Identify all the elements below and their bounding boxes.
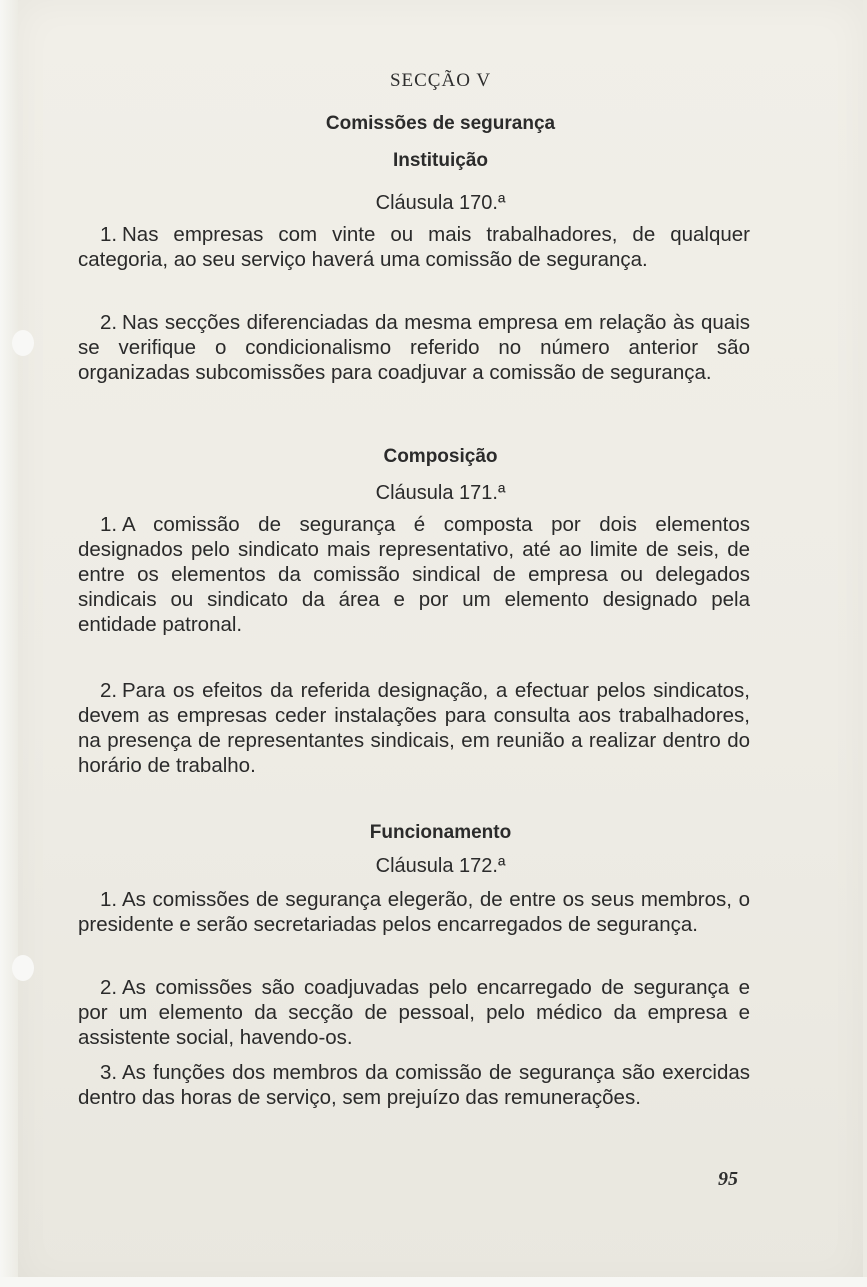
binding-hole: [12, 955, 34, 981]
clause-171: Cláusula 171.ª: [375, 482, 506, 504]
paragraph-number: 1.: [100, 223, 118, 246]
page-bottom-edge: [0, 1277, 867, 1287]
clause-172: Cláusula 172.ª: [375, 855, 506, 877]
paragraph-number: 2.: [100, 976, 118, 999]
paragraph-text: Para os efeitos da referida designação, a efectuar pelos sindicatos, devem as empresas ceder instalações para consulta aos trabalhadores, na presença de representantes sindicais, em reunião a realizar dentro do horário de trabalho.: [78, 679, 750, 777]
paragraph-text: A comissão de segurança é composta por dois elementos designados pelo sindicato mais representativo, até ao limite de seis, de entre os elementos da comissão sindical de empresa ou delegados sindicais ou sindicato da área e por um elemento designado pela entidade patronal.: [78, 513, 750, 636]
paragraph-text: As comissões são coadjuvadas pelo encarregado de segurança e por um elemento da secção de pessoal, pelo médico da empresa e assistente social, havendo-os.: [78, 976, 750, 1049]
paragraph-number: 3.: [100, 1061, 118, 1084]
paragraph-text: As comissões de segurança elegerão, de entre os seus membros, o presidente e serão secretariadas pelos encarregados de segurança.: [78, 888, 750, 936]
main-heading: Comissões de segurança: [325, 113, 556, 134]
binding-hole: [12, 330, 34, 356]
clause-170: Cláusula 170.ª: [375, 192, 506, 214]
page-left-edge: [0, 0, 18, 1287]
section-title: SECÇÃO V: [389, 70, 492, 91]
subsection-heading-funcionamento: Funcionamento: [369, 822, 512, 843]
paragraph-number: 2.: [100, 679, 118, 702]
paragraph-170-2: [78, 310, 750, 385]
paragraph-text: As funções dos membros da comissão de segurança são exercidas dentro das horas de serviço, sem prejuízo das remunerações.: [78, 1061, 750, 1109]
paragraph-number: 2.: [100, 311, 118, 334]
paragraph-172-2: [78, 975, 750, 1050]
paragraph-number: 1.: [100, 513, 118, 536]
subsection-heading-composicao: Composição: [383, 446, 498, 467]
paragraph-172-1: [78, 887, 750, 937]
paragraph-text: Nas secções diferenciadas da mesma empresa em relação às quais se verifique o condicionalismo referido no número anterior são organizadas subcomissões para coadjuvar a comissão de segurança.: [78, 311, 750, 384]
page-number: 95: [718, 1168, 738, 1190]
paragraph-171-1: [78, 512, 750, 637]
paragraph-172-3: [78, 1060, 750, 1110]
paragraph-number: 1.: [100, 888, 118, 911]
paragraph-text: Nas empresas com vinte ou mais trabalhadores, de qualquer categoria, ao seu serviço haverá uma comissão de segurança.: [78, 223, 750, 271]
document-page: [18, 0, 863, 1287]
paragraph-171-2: [78, 678, 750, 778]
subsection-heading-instituicao: Instituição: [392, 150, 488, 171]
paragraph-170-1: [78, 222, 750, 272]
